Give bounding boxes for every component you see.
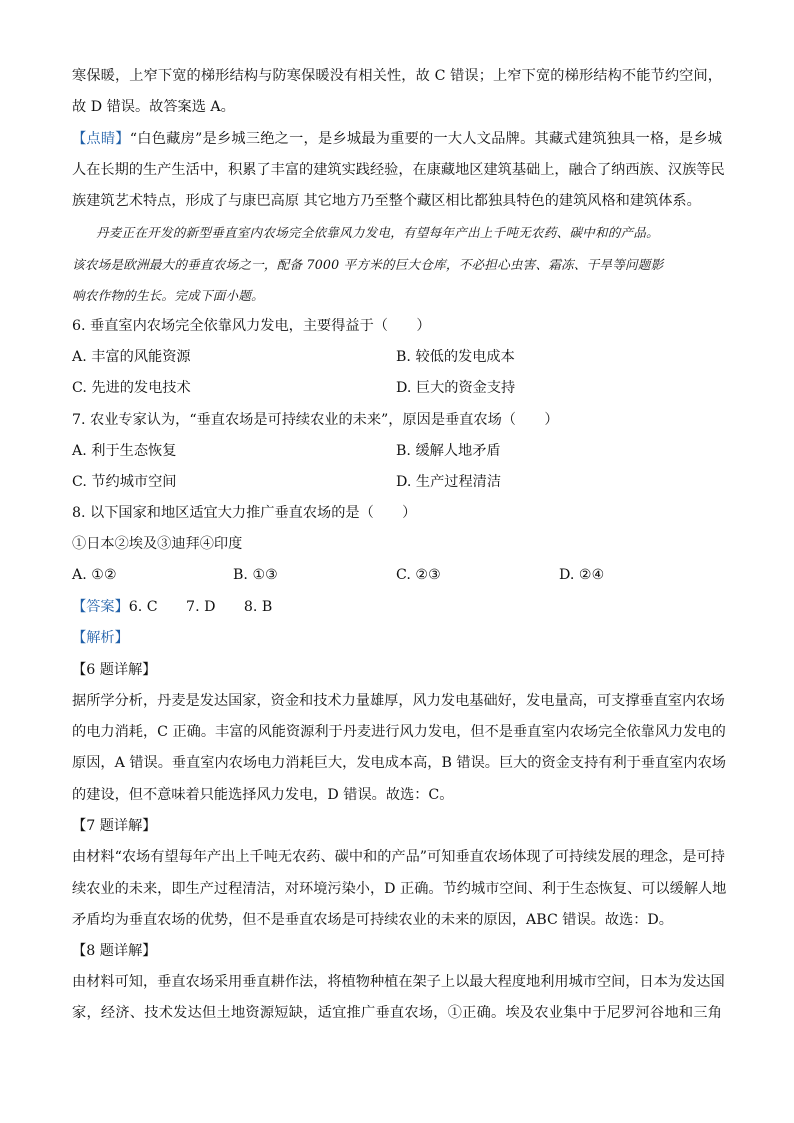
text-line: 的电力消耗，C 正确。丰富的风能资源利于丹麦进行风力发电，但不是垂直室内农场完全依靠风力发电的 [72,724,726,740]
q6-option-d: D. 巨大的资金支持 [396,380,516,396]
text-line: 家，经济、技术发达但土地资源短缺，适宜推广垂直农场，①正确。埃及农业集中于尼罗河谷地和三角 [72,1005,722,1021]
text-line: 人在长期的生产生活中，积累了丰富的建筑实践经验，在康藏地区建筑基础上，融合了纳西族、汉族等民 [72,162,725,178]
q8-option-a: A. ①② [72,567,117,583]
text-line: 的建设，但不意味着只能选择风力发电，D 错误。故选：C。 [72,787,454,803]
q8-items: ①日本②埃及③迪拜④印度 [72,536,243,552]
text-line: 续农业的未来，即生产过程清洁，对环境污染小，D 正确。节约城市空间、利于生态恢复、可以缓解人地 [72,881,727,897]
detail-7-tag: 【7 题详解】 [72,818,157,834]
text-line: 由材料可知，垂直农场采用垂直耕作法，将植物种植在架子上以最大程度地利用城市空间，日本为发达国 [72,974,725,990]
detail-8-tag: 【8 题详解】 [72,943,157,959]
question-7: 7. 农业专家认为，“垂直农场是可持续农业的未来”，原因是垂直农场（ ） [72,412,559,428]
material-line: 响农作物的生长。完成下面小题。 [72,288,264,303]
q7-option-a: A. 利于生态恢复 [72,443,177,459]
question-8: 8. 以下国家和地区适宜大力推广垂直农场的是（ ） [72,505,417,521]
text-line: 矛盾均为垂直农场的优势，但不是垂直农场是可持续农业的未来的原因，ABC 错误。故选：D。 [72,912,673,928]
q8-option-d: D. ②④ [559,567,605,583]
detail-6-tag: 【6 题详解】 [72,662,157,678]
text-line: 寒保暖，上窄下宽的梯形结构与防寒保暖没有相关性，故 C 错误；上窄下宽的梯形结构不能节约空间， [72,68,722,84]
jiexi-tag: 【解析】 [72,630,129,646]
text-line: 故 D 错误。故答案选 A。 [72,99,235,115]
text-line: 据所学分析，丹麦是发达国家，资金和技术力量雄厚，风力发电基础好，发电量高，可支撑垂直室内农场 [72,693,725,709]
q6-option-c: C. 先进的发电技术 [72,380,191,396]
q6-option-b: B. 较低的发电成本 [396,349,515,365]
material-line: 该农场是欧洲最大的垂直农场之一，配备 7000 平方米的巨大仓库，不必担心虫害、霜冻、干旱等问题影 [72,257,664,272]
q7-option-c: C. 节约城市空间 [72,474,177,490]
dianjing-paragraph-line [72,129,722,149]
text-span: “白色藏房”是乡城三绝之一，是乡城最为重要的一大人文品牌。其藏式建筑独具一格，是乡城 [129,131,722,147]
q8-option-c: C. ②③ [396,567,441,583]
answer-tag: 【答案】 [72,599,129,615]
answer-line [72,597,272,617]
q7-option-d: D. 生产过程清洁 [396,474,502,490]
text-line: 原因，A 错误。垂直室内农场电力消耗巨大，发电成本高，B 错误。巨大的资金支持有利于垂直室内农场 [72,755,726,771]
q8-option-b: B. ①③ [233,567,278,583]
answer-values: 6. C 7. D 8. B [128,599,273,615]
q7-option-b: B. 缓解人地矛盾 [396,443,501,459]
material-line: 丹麦正在开发的新型垂直室内农场完全依靠风力发电，有望每年产出上千吨无农药、碳中和的产品。 [96,225,659,240]
q6-option-a: A. 丰富的风能资源 [72,349,191,365]
dianjing-tag: 【点睛】 [72,131,130,147]
text-line: 族建筑艺术特点，形成了与康巴高原 其它地方乃至整个藏区相比都独具特色的建筑风格和建筑体系。 [72,193,701,209]
question-6: 6. 垂直室内农场完全依靠风力发电，主要得益于（ ） [72,318,431,334]
text-line: 由材料“农场有望每年产出上千吨无农药、碳中和的产品”可知垂直农场体现了可持续发展的理念，是可持 [72,849,725,865]
